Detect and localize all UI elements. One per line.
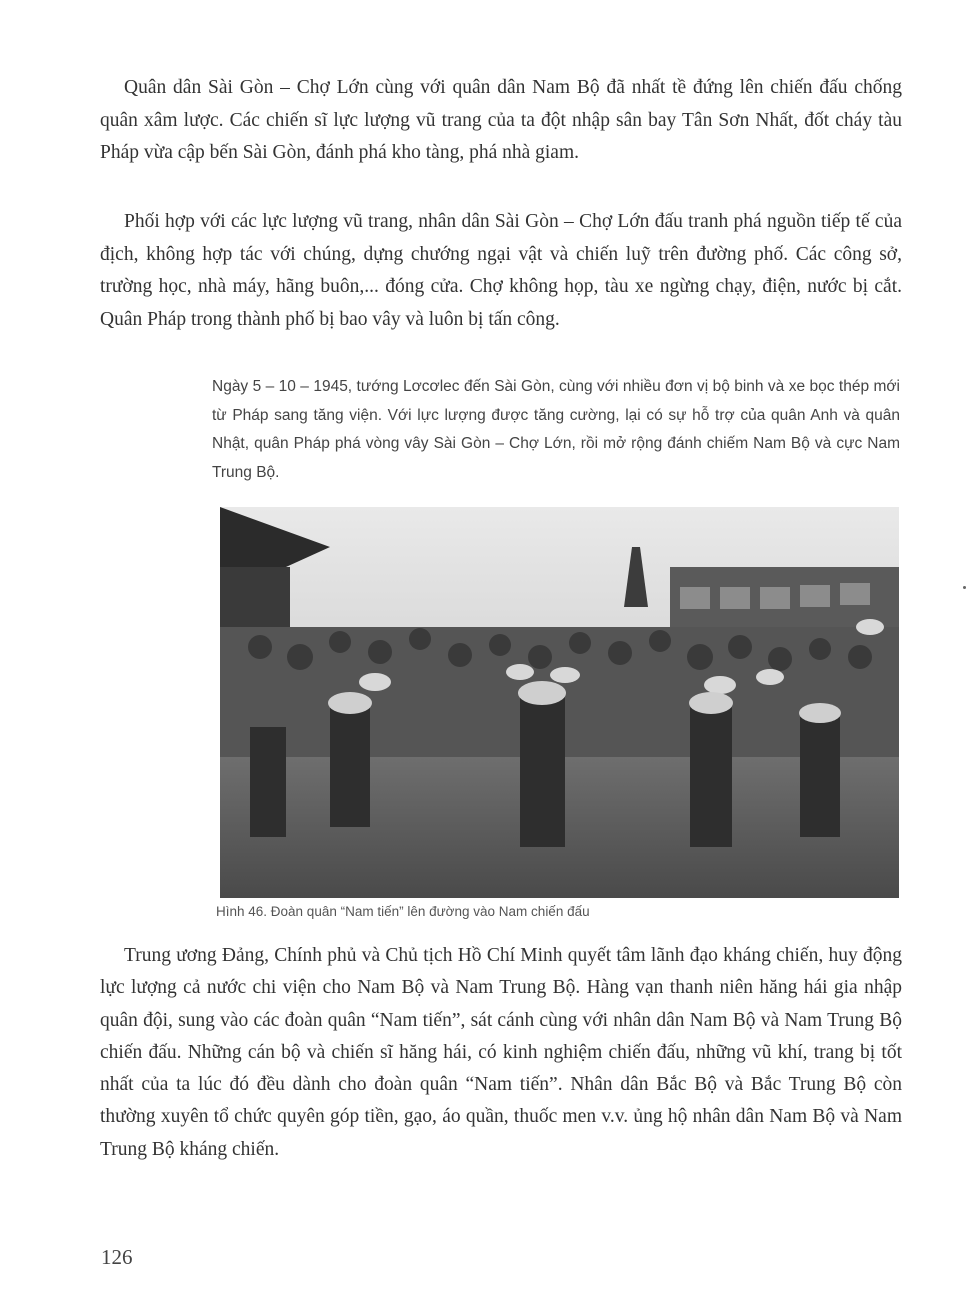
margin-dot	[963, 586, 966, 589]
troops-photo-illustration	[220, 507, 899, 898]
paragraph-2: Phối hợp với các lực lượng vũ trang, nhân dân Sài Gòn – Chợ Lớn đấu tranh phá nguồn tiếp tế của địch, không hợp tác với chúng, dựng chướng ngại vật và chiến luỹ trên đường phố. Các công sở, trường học, nhà máy, hãng buôn,... đóng cửa. Chợ không họp, tàu xe ngừng chạy, điện, nước bị cắt. Quân Pháp trong thành phố bị bao vây và luôn bị tấn công.	[100, 211, 902, 330]
sidenote-text: Ngày 5 – 10 – 1945, tướng Lơcơlec đến Sài Gòn, cùng với nhiều đơn vị bộ binh và xe bọc thép mới từ Pháp sang tăng viện. Với lực lượng được tăng cường, lại có sự hỗ trợ của quân Anh và quân Nhật, quân Pháp phá vòng vây Sài Gòn – Chợ Lớn, rồi mở rộng đánh chiếm Nam Bộ và cực Nam Trung Bộ.	[212, 378, 900, 481]
figure-caption: Hình 46. Đoàn quân “Nam tiến” lên đường vào Nam chiến đấu	[216, 904, 590, 919]
figure-photo	[220, 507, 899, 898]
paragraph-3: Trung ương Đảng, Chính phủ và Chủ tịch Hồ Chí Minh quyết tâm lãnh đạo kháng chiến, huy động lực lượng cả nước chi viện cho Nam Bộ và Nam Trung Bộ. Hàng vạn thanh niên hăng hái gia nhập quân đội, sung vào các đoàn quân “Nam tiến”, sát cánh cùng với nhân dân Nam Bộ và Nam Trung Bộ chiến đấu. Những cán bộ và chiến sĩ hăng hái, có kinh nghiệm chiến đấu, những vũ khí, trang bị tốt nhất của ta lúc đó đều dành cho đoàn quân “Nam tiến”. Nhân dân Bắc Bộ và Bắc Trung Bộ còn thường xuyên tổ chức quyên góp tiền, gạo, áo quần, thuốc men v.v. ủng hộ nhân dân Nam Bộ và Nam Trung Bộ kháng chiến.	[100, 945, 902, 1160]
paragraph-1: Quân dân Sài Gòn – Chợ Lớn cùng với quân dân Nam Bộ đã nhất tề đứng lên chiến đấu chống quân xâm lược. Các chiến sĩ lực lượng vũ trang của ta đột nhập sân bay Tân Sơn Nhất, đốt cháy tàu Pháp vừa cập bến Sài Gòn, đánh phá kho tàng, phá nhà giam.	[100, 77, 902, 163]
page-number: 126	[101, 1245, 133, 1269]
